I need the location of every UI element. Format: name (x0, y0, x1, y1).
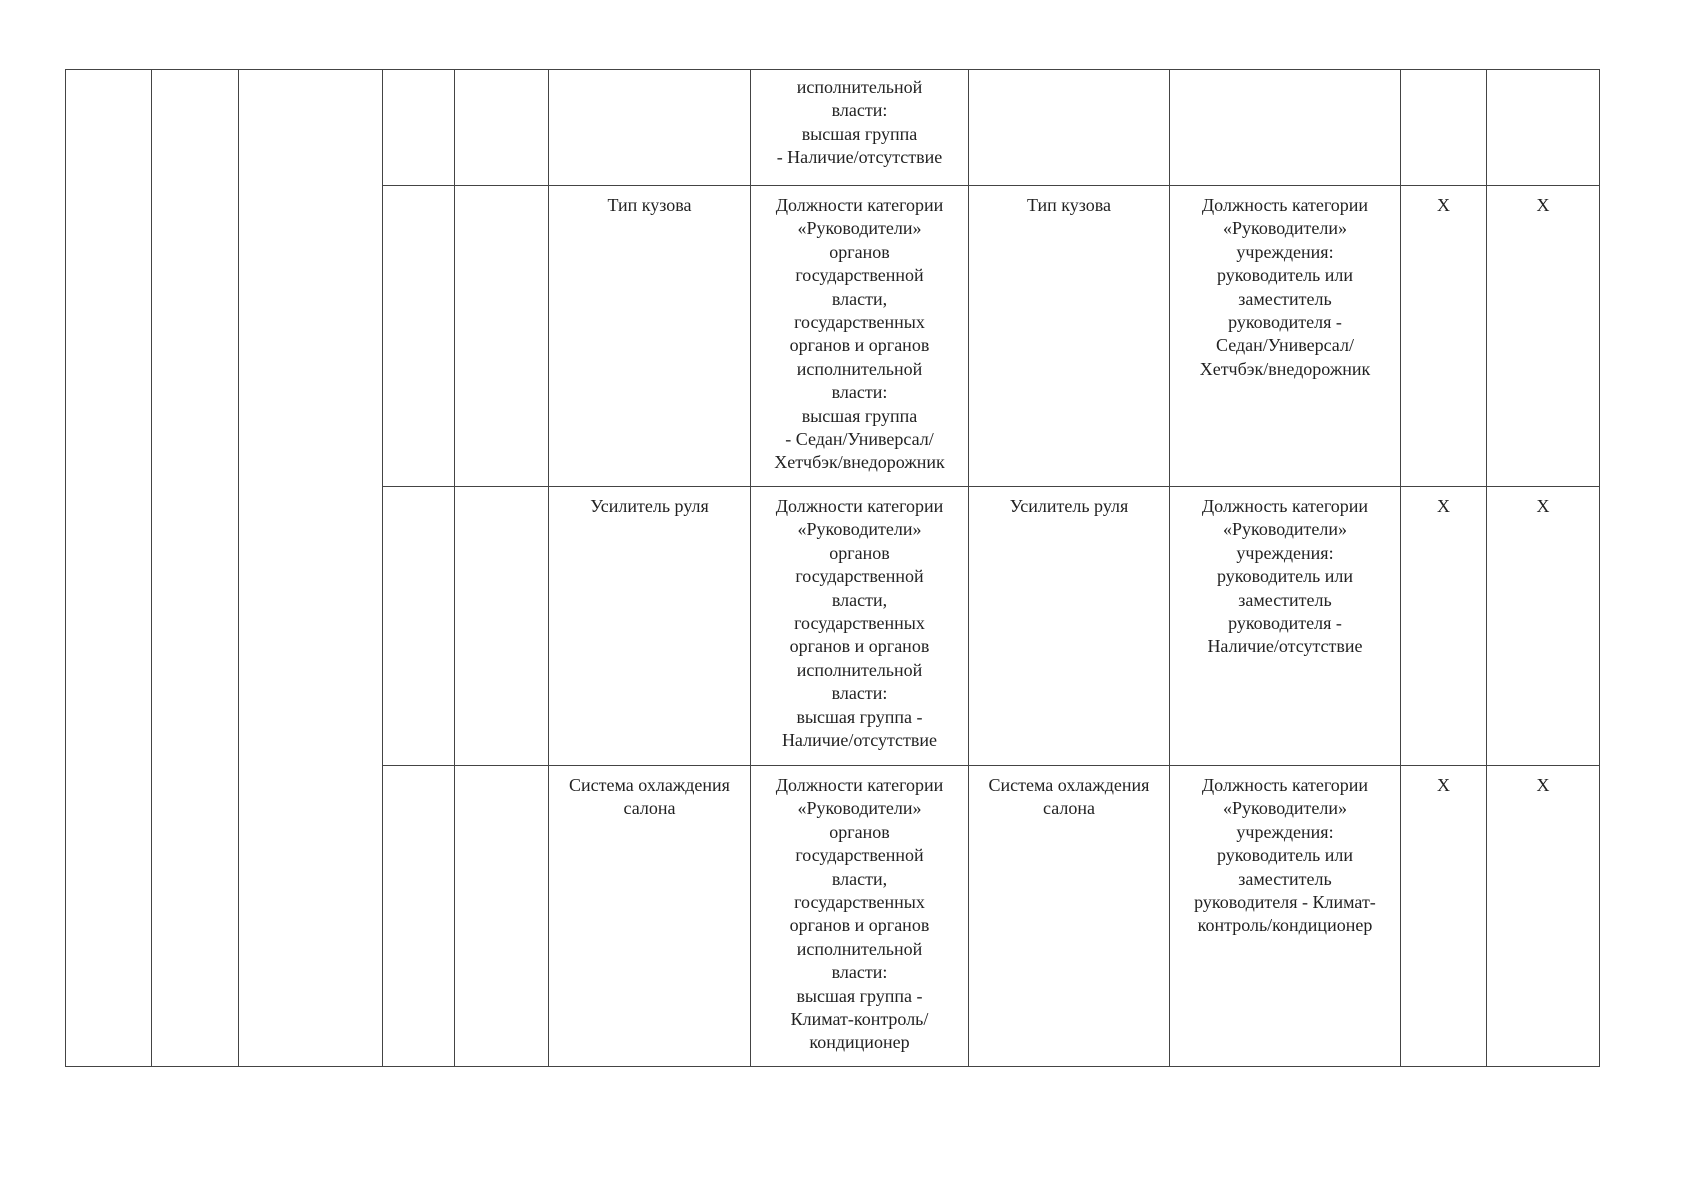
characteristic-cell: Система охлаждения салона (549, 766, 751, 1067)
empty-cell (383, 70, 455, 186)
merged-cell-col-1 (66, 70, 152, 1067)
characteristic-cell-2 (969, 70, 1170, 186)
institution-value-cell (1170, 70, 1401, 186)
x-cell (1487, 70, 1600, 186)
merged-cell-col-3 (239, 70, 383, 1067)
institution-value-cell: Должность категории «Руководители» учреждения: руководитель или заместитель руководителя - Климат- контроль/кондиционер (1170, 766, 1401, 1067)
empty-cell (455, 766, 549, 1067)
authority-value-cell: Должности категории «Руководители» органов государственной власти, государственных органов и органов исполнительной власти: высшая группа - Наличие/отсутствие (751, 487, 969, 766)
characteristic-cell: Тип кузова (549, 186, 751, 487)
table-row (66, 70, 1600, 186)
characteristic-cell-2: Усилитель руля (969, 487, 1170, 766)
x-cell: X (1401, 487, 1487, 766)
empty-cell (455, 70, 549, 186)
x-cell (1401, 70, 1487, 186)
authority-value-cell: Должности категории «Руководители» органов государственной власти, государственных органов и органов исполнительной власти: высшая группа - Климат-контроль/ кондиционер (751, 766, 969, 1067)
institution-value-cell: Должность категории «Руководители» учреждения: руководитель или заместитель руководителя - Наличие/отсутствие (1170, 487, 1401, 766)
x-cell: X (1401, 186, 1487, 487)
empty-cell (383, 766, 455, 1067)
x-cell: X (1401, 766, 1487, 1067)
characteristic-cell (549, 70, 751, 186)
merged-cell-col-2 (152, 70, 239, 1067)
empty-cell (455, 487, 549, 766)
authority-value-cell: Должности категории «Руководители» органов государственной власти, государственных органов и органов исполнительной власти: высшая группа - Седан/Универсал/ Хетчбэк/внедорожник (751, 186, 969, 487)
x-cell: X (1487, 186, 1600, 487)
institution-value-cell: Должность категории «Руководители» учреждения: руководитель или заместитель руководителя - Седан/Универсал/ Хетчбэк/внедорожник (1170, 186, 1401, 487)
empty-cell (383, 186, 455, 487)
characteristic-cell-2: Система охлаждения салона (969, 766, 1170, 1067)
characteristic-cell: Усилитель руля (549, 487, 751, 766)
requirements-table (65, 69, 1600, 1067)
x-cell: X (1487, 766, 1600, 1067)
characteristic-cell-2: Тип кузова (969, 186, 1170, 487)
empty-cell (383, 487, 455, 766)
empty-cell (455, 186, 549, 487)
x-cell: X (1487, 487, 1600, 766)
authority-value-cell: исполнительной власти: высшая группа - Наличие/отсутствие (751, 70, 969, 186)
